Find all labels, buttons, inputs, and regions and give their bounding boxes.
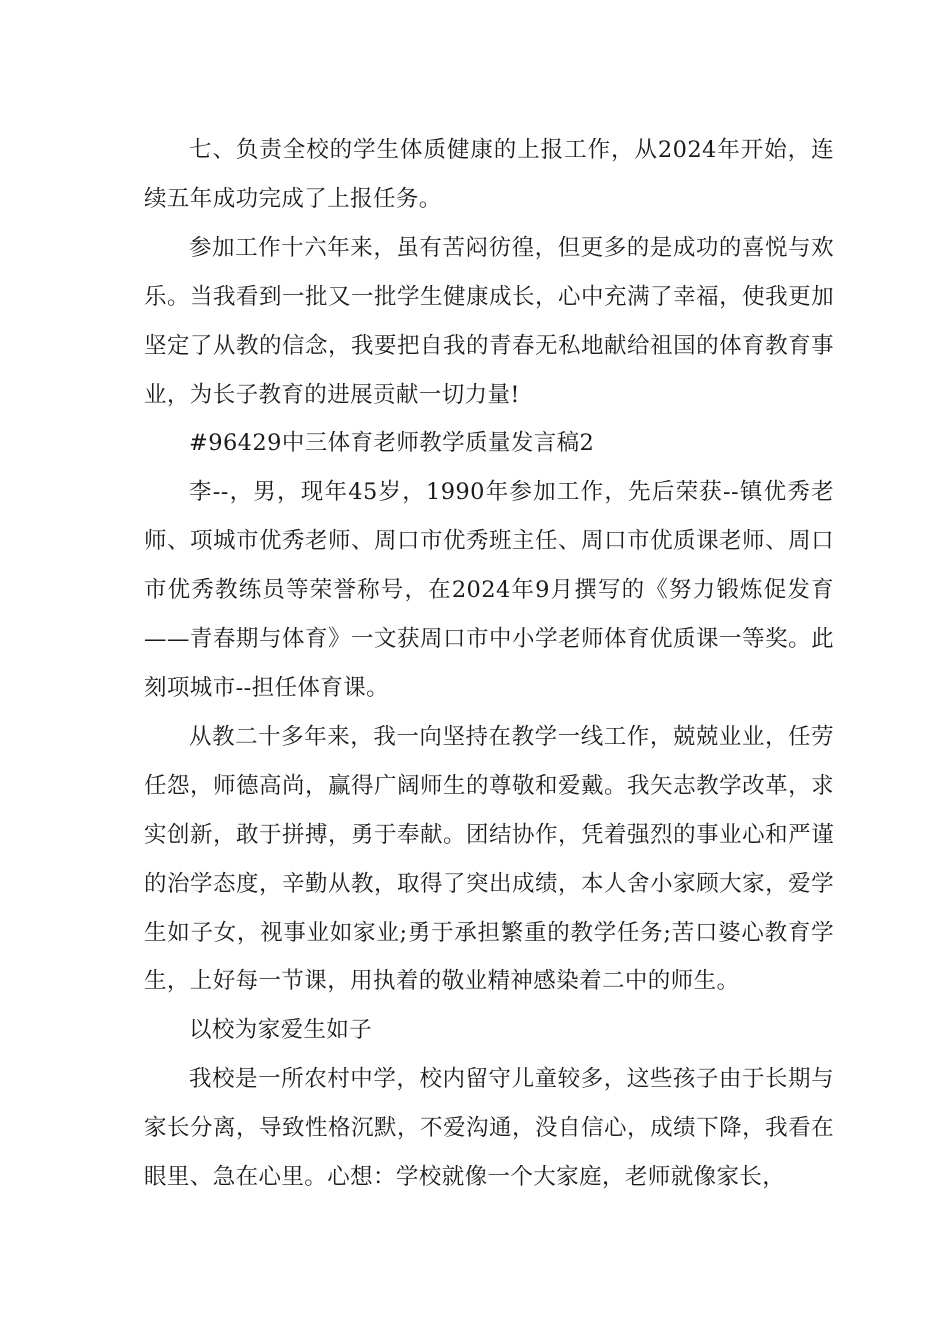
paragraph-teaching-career: 从教二十多年来，我一向坚持在教学一线工作，兢兢业业，任劳任怨，师德高尚，赢得广阔师生的尊敬和爱戴。我矢志教学改革，求实创新，敢于拼搏，勇于奉献。团结协作，凭着强烈的事业心和严谨的治学态度，辛勤从教，取得了突出成绩，本人舍小家顾大家，爱学生如子女，视事业如家业;勇于承担繁重的教学任务;苦口婆心教育学生，上好每一节课，用执着的敬业精神感染着二中的师生。 [144,723,834,995]
paragraph-profile: 李--，男，现年45岁，1990年参加工作，先后荣获--镇优秀老师、项城市优秀老师、周口市优秀班主任、周口市优质课老师、周口市优秀教练员等荣誉称号，在2024年9月撰写的《努力锻炼促发育——青春期与体育》一文获周口市中小学老师体育优质课一等奖。此刻项城市--担任体育课。 [144,479,834,701]
section-heading-speech-2: #96429中三体育老师教学质量发言稿2 [189,430,595,457]
paragraph-item-seven: 七、负责全校的学生体质健康的上报工作，从2024年开始，连续五年成功完成了上报任务。 [144,137,834,212]
paragraph-rural-school: 我校是一所农村中学，校内留守儿童较多，这些孩子由于长期与家长分离，导致性格沉默，不爱沟通，没自信心，成绩下降，我看在眼里、急在心里。心想：学校就像一个大家庭，老师就像家长， [144,1066,834,1191]
document-body [144,126,834,1202]
subheading-school-as-home: 以校为家爱生如子 [189,1017,373,1044]
paragraph-sixteen-years: 参加工作十六年来，虽有苦闷彷徨，但更多的是成功的喜悦与欢乐。当我看到一批又一批学生健康成长，心中充满了幸福，使我更加坚定了从教的信念，我要把自我的青春无私地献给祖国的体育教育事业，为长子教育的进展贡献一切力量! [144,234,834,408]
